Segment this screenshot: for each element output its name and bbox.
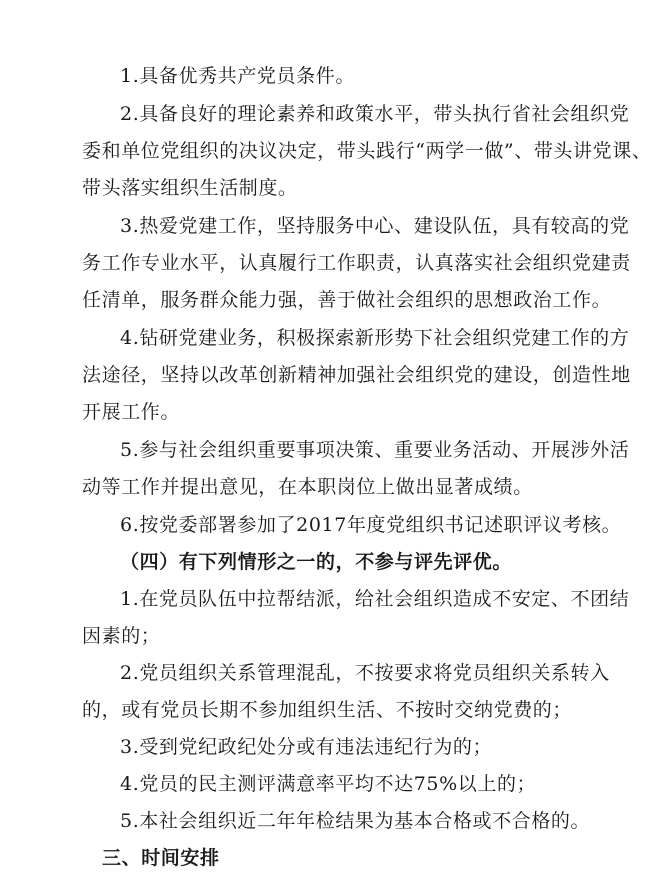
paragraph-11: [82, 803, 602, 840]
paragraph-8: [82, 655, 610, 729]
paragraph-4: [82, 320, 631, 431]
text-line: 开展工作。: [82, 401, 181, 423]
text-line: 5.本社会组织近二年年检结果为基本合格或不合格的。: [120, 810, 591, 832]
text-line: 因素的；: [82, 625, 161, 647]
paragraph-1: [82, 58, 602, 95]
paragraph-2: [82, 96, 652, 207]
text-line: 带头落实组织生活制度。: [82, 177, 298, 199]
paragraph-5: [82, 432, 630, 506]
text-line: 委和单位党组织的决议决定，带头践行“两学一做”、带头讲党课、: [82, 140, 652, 162]
text-line: 务工作专业水平，认真履行工作职责，认真落实社会组织党建责: [82, 252, 631, 274]
section-heading-4: [82, 544, 602, 581]
text-line: 3.受到党纪政纪处分或有违法违纪行为的；: [120, 736, 493, 758]
text-line: 动等工作并提出意见，在本职岗位上做出显著成绩。: [82, 476, 533, 498]
paragraph-6: [82, 507, 622, 544]
text-line: 2.党员组织关系管理混乱，不按要求将党员组织关系转入: [120, 662, 610, 684]
text-line: 5.参与社会组织重要事项决策、重要业务活动、开展涉外活: [120, 439, 630, 461]
text-line: 1.具备优秀共产党员条件。: [120, 65, 355, 87]
text-line: 三、时间安排: [102, 847, 220, 869]
paragraph-10: [82, 766, 602, 803]
text-line: 3.热爱党建工作，坚持服务中心、建设队伍，具有较高的党: [120, 215, 630, 237]
paragraph-9: [82, 729, 602, 766]
text-line: （四）有下列情形之一的，不参与评先评优。: [120, 551, 513, 573]
section-heading-3: [82, 840, 602, 877]
text-line: 6.按党委部署参加了2017年度党组织书记述职评议考核。: [120, 514, 622, 536]
text-line: 1.在党员队伍中拉帮结派，给社会组织造成不安定、不团结: [120, 588, 630, 610]
text-line: 2.具备良好的理论素养和政策水平，带头执行省社会组织党: [120, 103, 630, 125]
text-line: 4.钻研党建业务，积极探索新形势下社会组织党建工作的方: [120, 327, 630, 349]
paragraph-3: [82, 208, 631, 319]
text-line: 法途径，坚持以改革创新精神加强社会组织党的建设，创造性地: [82, 364, 631, 386]
text-line: 任清单，服务群众能力强，善于做社会组织的思想政治工作。: [82, 289, 612, 311]
text-line: 的，或有党员长期不参加组织生活、不按时交纳党费的；: [82, 699, 573, 721]
text-line: 4.党员的民主测评满意率平均不达75%以上的；: [120, 773, 537, 795]
paragraph-7: [82, 581, 630, 655]
